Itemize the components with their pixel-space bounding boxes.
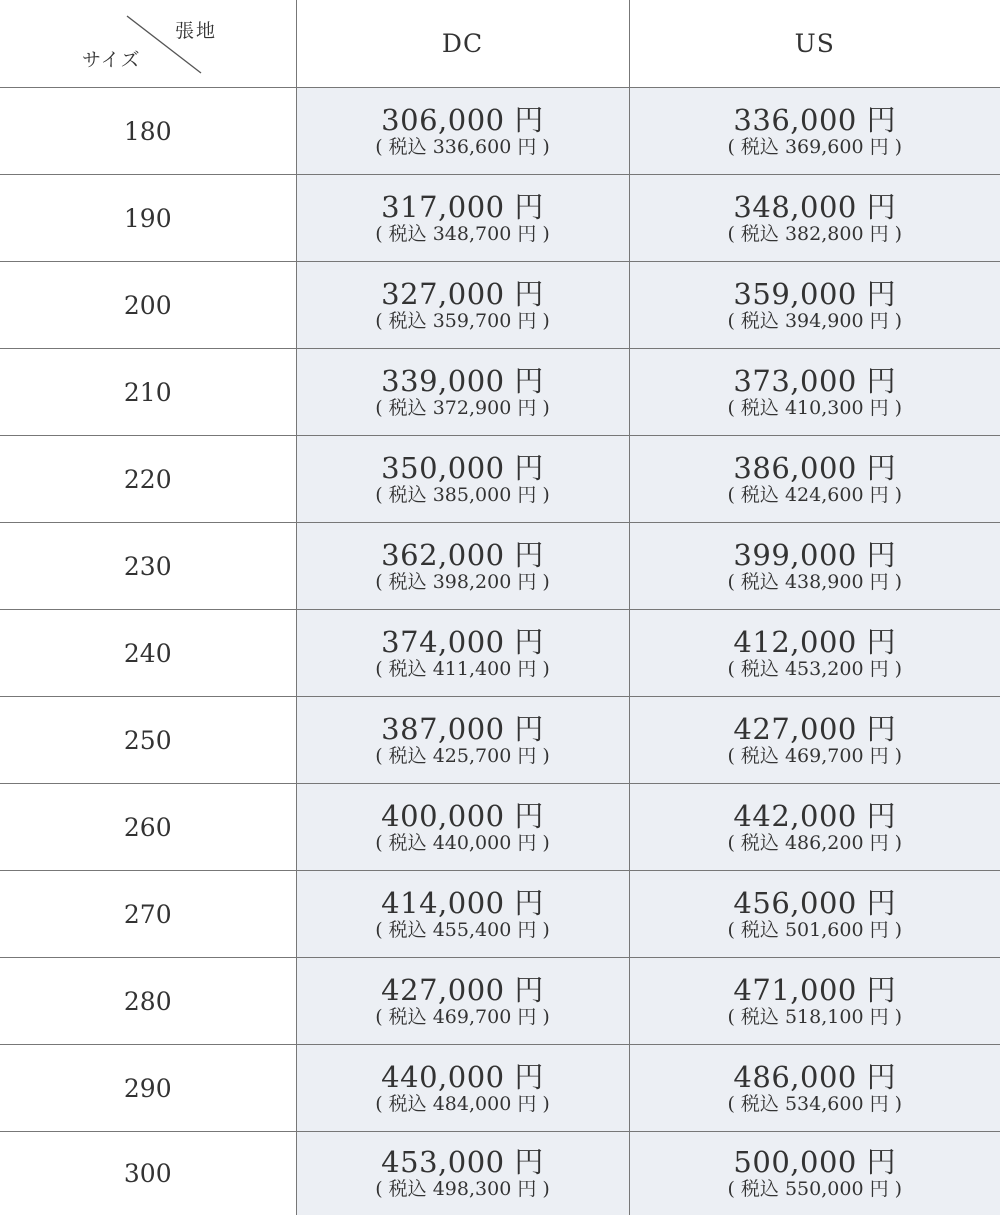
size-cell: 200 [0,262,296,349]
table-row [0,1132,1000,1216]
us-price: 471,000 円 [733,972,897,1007]
dc-price-cell [296,262,629,349]
us-price-tax-included: ( 税込 534,600 円 ) [727,1092,903,1115]
size-cell: 270 [0,871,296,958]
dc-price-cell [296,958,629,1045]
dc-price-cell [296,88,629,175]
dc-price-tax-included: ( 税込 484,000 円 ) [375,1092,550,1115]
column-header-us: US [629,0,1000,88]
dc-price-cell [296,436,629,523]
dc-price-tax-included: ( 税込 498,300 円 ) [375,1178,550,1200]
us-price-cell [629,262,1000,349]
dc-price: 374,000 円 [381,624,544,659]
dc-price: 400,000 円 [381,798,544,833]
size-cell: 290 [0,1045,296,1132]
size-cell: 280 [0,958,296,1045]
header-row [0,0,1000,88]
dc-price-cell [296,1132,629,1216]
us-price-tax-included: ( 税込 453,200 円 ) [727,657,903,680]
dc-price-tax-included: ( 税込 425,700 円 ) [375,744,550,767]
dc-price-tax-included: ( 税込 469,700 円 ) [375,1005,550,1028]
dc-price: 414,000 円 [381,885,544,920]
corner-header-cell [0,0,296,88]
table-row [0,175,1000,262]
table-row [0,610,1000,697]
us-price: 336,000 円 [733,102,897,137]
size-label: サイズ [82,49,141,71]
size-cell: 250 [0,697,296,784]
us-price-cell [629,523,1000,610]
dc-price: 350,000 円 [381,450,544,485]
us-price-cell [629,697,1000,784]
dc-price-tax-included: ( 税込 455,400 円 ) [375,918,550,941]
size-cell: 300 [0,1132,296,1216]
table-row [0,784,1000,871]
table-row [0,523,1000,610]
dc-price: 306,000 円 [381,102,544,137]
dc-price-cell [296,1045,629,1132]
dc-price: 453,000 円 [381,1145,544,1179]
table-row [0,349,1000,436]
size-cell: 220 [0,436,296,523]
table-row [0,958,1000,1045]
us-price-cell [629,610,1000,697]
us-price-cell [629,958,1000,1045]
dc-price-tax-included: ( 税込 336,600 円 ) [375,135,550,158]
us-price: 386,000 円 [733,450,897,485]
dc-price: 427,000 円 [381,972,544,1007]
size-cell: 240 [0,610,296,697]
us-price-cell [629,88,1000,175]
dc-price-tax-included: ( 税込 411,400 円 ) [375,657,550,680]
us-price-cell [629,1045,1000,1132]
us-price-cell [629,1132,1000,1216]
us-price-cell [629,784,1000,871]
table-row [0,871,1000,958]
dc-price-tax-included: ( 税込 372,900 円 ) [375,396,550,419]
table-row [0,1045,1000,1132]
us-price-tax-included: ( 税込 501,600 円 ) [727,918,903,941]
us-price: 348,000 円 [733,189,897,224]
us-price-tax-included: ( 税込 410,300 円 ) [727,396,903,419]
dc-price: 339,000 円 [381,363,544,398]
us-price-tax-included: ( 税込 394,900 円 ) [727,309,903,332]
us-price-tax-included: ( 税込 382,800 円 ) [727,222,903,245]
dc-price: 327,000 円 [381,276,544,311]
dc-price-tax-included: ( 税込 385,000 円 ) [375,483,550,506]
table-row [0,697,1000,784]
us-price-tax-included: ( 税込 469,700 円 ) [727,744,903,767]
us-price-tax-included: ( 税込 486,200 円 ) [727,831,903,854]
size-cell: 210 [0,349,296,436]
dc-price-cell [296,175,629,262]
us-price: 456,000 円 [733,885,897,920]
table-body [0,88,1000,1216]
us-price-tax-included: ( 税込 424,600 円 ) [727,483,903,506]
column-header-dc: DC [296,0,629,88]
dc-price-cell [296,523,629,610]
size-cell: 230 [0,523,296,610]
dc-price-cell [296,349,629,436]
table-row [0,88,1000,175]
dc-price: 362,000 円 [381,537,544,572]
dc-price-tax-included: ( 税込 398,200 円 ) [375,570,550,593]
dc-price-cell [296,784,629,871]
size-cell: 260 [0,784,296,871]
us-price: 412,000 円 [733,624,897,659]
dc-price: 440,000 円 [381,1059,544,1094]
us-price-cell [629,175,1000,262]
us-price: 442,000 円 [733,798,897,833]
dc-price-tax-included: ( 税込 440,000 円 ) [375,831,550,854]
dc-price-tax-included: ( 税込 348,700 円 ) [375,222,550,245]
size-cell: 190 [0,175,296,262]
us-price: 427,000 円 [733,711,897,746]
table-row [0,262,1000,349]
dc-price: 317,000 円 [381,189,544,224]
dc-price-cell [296,871,629,958]
table-row [0,436,1000,523]
dc-price-cell [296,697,629,784]
us-price: 399,000 円 [733,537,897,572]
us-price-cell [629,436,1000,523]
diagonal-divider [0,0,296,87]
fabric-label: 張地 [175,20,218,42]
us-price: 500,000 円 [733,1145,897,1179]
us-price-cell [629,871,1000,958]
us-price-tax-included: ( 税込 518,100 円 ) [727,1005,903,1028]
size-cell: 180 [0,88,296,175]
dc-price-cell [296,610,629,697]
us-price-cell [629,349,1000,436]
dc-price-tax-included: ( 税込 359,700 円 ) [375,309,550,332]
us-price-tax-included: ( 税込 438,900 円 ) [727,570,903,593]
us-price: 359,000 円 [733,276,897,311]
us-price-tax-included: ( 税込 550,000 円 ) [727,1178,903,1200]
us-price: 373,000 円 [733,363,897,398]
dc-price: 387,000 円 [381,711,544,746]
us-price: 486,000 円 [733,1059,897,1094]
us-price-tax-included: ( 税込 369,600 円 ) [727,135,903,158]
